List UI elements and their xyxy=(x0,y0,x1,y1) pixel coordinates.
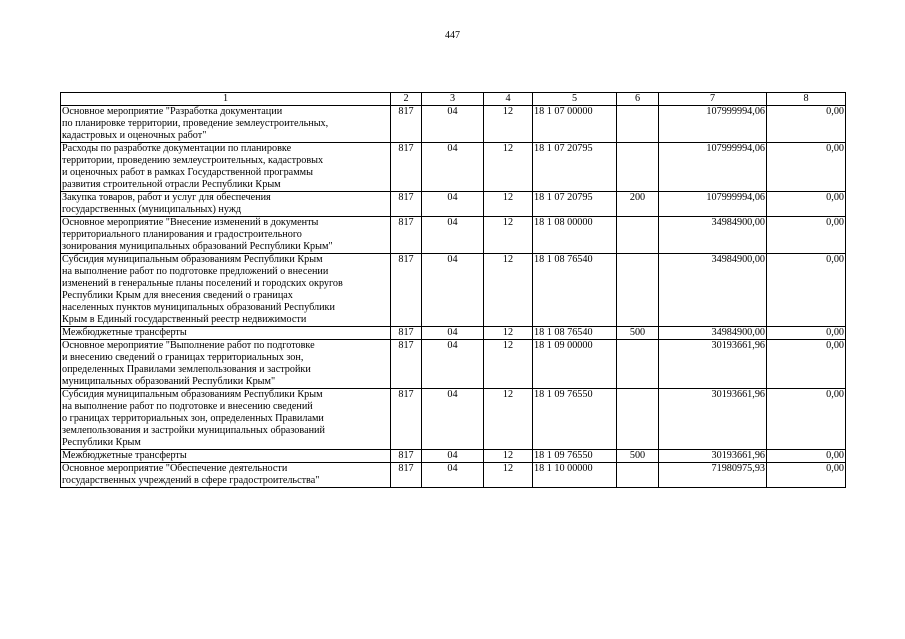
row-target-code: 18 1 07 20795 xyxy=(533,143,617,192)
row-subsection-code: 12 xyxy=(484,143,533,192)
row-amount-2: 0,00 xyxy=(767,106,846,143)
row-amount-2: 0,00 xyxy=(767,450,846,463)
row-section-code: 04 xyxy=(422,340,484,389)
row-section-code: 04 xyxy=(422,463,484,488)
row-name: Субсидия муниципальным образованиям Республики Крым на выполнение работ по подготовке предложений о внесении изменений в генеральные планы поселений и городских округов Республики Крым для внесения сведений о границах населенных пунктов муниципальных образований Республики Крым в Единый государственный реестр недвижимости xyxy=(61,254,391,327)
row-amount: 107999994,06 xyxy=(659,192,767,217)
row-name: Основное мероприятие "Выполнение работ по подготовке и внесению сведений о границах территориальных зон, определенных Правилами землепользования и застройки муниципальных образований Республики Крым" xyxy=(61,340,391,389)
header-col-7: 7 xyxy=(659,93,767,106)
row-amount-2: 0,00 xyxy=(767,389,846,450)
table-row xyxy=(61,389,846,450)
header-col-8: 8 xyxy=(767,93,846,106)
row-amount: 34984900,00 xyxy=(659,327,767,340)
row-subsection-code: 12 xyxy=(484,340,533,389)
row-expense-type xyxy=(617,217,659,254)
row-target-code: 18 1 09 76550 xyxy=(533,389,617,450)
row-name: Межбюджетные трансферты xyxy=(61,327,391,340)
row-expense-type xyxy=(617,389,659,450)
row-expense-type xyxy=(617,106,659,143)
table-row xyxy=(61,340,846,389)
row-ministry-code: 817 xyxy=(391,340,422,389)
row-amount: 107999994,06 xyxy=(659,143,767,192)
row-section-code: 04 xyxy=(422,192,484,217)
row-subsection-code: 12 xyxy=(484,463,533,488)
row-amount-2: 0,00 xyxy=(767,327,846,340)
row-ministry-code: 817 xyxy=(391,450,422,463)
table-row xyxy=(61,192,846,217)
row-subsection-code: 12 xyxy=(484,217,533,254)
row-section-code: 04 xyxy=(422,217,484,254)
header-col-3: 3 xyxy=(422,93,484,106)
row-amount: 107999994,06 xyxy=(659,106,767,143)
row-target-code: 18 1 08 76540 xyxy=(533,254,617,327)
row-subsection-code: 12 xyxy=(484,106,533,143)
row-name: Основное мероприятие "Внесение изменений в документы территориального планирования и градостроительного зонирования муниципальных образований Республики Крым" xyxy=(61,217,391,254)
row-amount: 30193661,96 xyxy=(659,389,767,450)
row-ministry-code: 817 xyxy=(391,463,422,488)
row-name: Расходы по разработке документации по планировке территории, проведению землеустроительных, кадастровых и оценочных работ в рамках Государственной программы развития строительной отрасли Республики Крым xyxy=(61,143,391,192)
row-subsection-code: 12 xyxy=(484,327,533,340)
table-row xyxy=(61,217,846,254)
row-expense-type xyxy=(617,463,659,488)
row-name: Основное мероприятие "Разработка документации по планировке территории, проведение землеустроительных, кадастровых и оценочных работ" xyxy=(61,106,391,143)
row-expense-type: 200 xyxy=(617,192,659,217)
row-section-code: 04 xyxy=(422,389,484,450)
row-section-code: 04 xyxy=(422,143,484,192)
row-target-code: 18 1 09 76550 xyxy=(533,450,617,463)
row-target-code: 18 1 07 00000 xyxy=(533,106,617,143)
table-row xyxy=(61,463,846,488)
row-amount: 34984900,00 xyxy=(659,254,767,327)
header-col-4: 4 xyxy=(484,93,533,106)
row-amount: 71980975,93 xyxy=(659,463,767,488)
row-subsection-code: 12 xyxy=(484,389,533,450)
table-header-row xyxy=(61,93,846,106)
row-amount-2: 0,00 xyxy=(767,143,846,192)
row-subsection-code: 12 xyxy=(484,192,533,217)
row-ministry-code: 817 xyxy=(391,143,422,192)
table-row xyxy=(61,327,846,340)
budget-table xyxy=(60,92,846,488)
row-expense-type xyxy=(617,254,659,327)
row-amount-2: 0,00 xyxy=(767,340,846,389)
row-target-code: 18 1 07 20795 xyxy=(533,192,617,217)
row-amount: 34984900,00 xyxy=(659,217,767,254)
row-name: Основное мероприятие "Обеспечение деятельности государственных учреждений в сфере градостроительства" xyxy=(61,463,391,488)
row-expense-type: 500 xyxy=(617,450,659,463)
table-row xyxy=(61,143,846,192)
row-ministry-code: 817 xyxy=(391,192,422,217)
header-col-1: 1 xyxy=(61,93,391,106)
row-subsection-code: 12 xyxy=(484,254,533,327)
row-target-code: 18 1 08 76540 xyxy=(533,327,617,340)
table-row xyxy=(61,254,846,327)
row-expense-type xyxy=(617,143,659,192)
row-expense-type: 500 xyxy=(617,327,659,340)
row-section-code: 04 xyxy=(422,450,484,463)
row-ministry-code: 817 xyxy=(391,217,422,254)
row-subsection-code: 12 xyxy=(484,450,533,463)
row-target-code: 18 1 09 00000 xyxy=(533,340,617,389)
header-col-5: 5 xyxy=(533,93,617,106)
row-ministry-code: 817 xyxy=(391,254,422,327)
row-ministry-code: 817 xyxy=(391,106,422,143)
row-amount: 30193661,96 xyxy=(659,450,767,463)
row-expense-type xyxy=(617,340,659,389)
row-section-code: 04 xyxy=(422,106,484,143)
header-col-6: 6 xyxy=(617,93,659,106)
row-target-code: 18 1 10 00000 xyxy=(533,463,617,488)
row-ministry-code: 817 xyxy=(391,389,422,450)
table-row xyxy=(61,450,846,463)
row-section-code: 04 xyxy=(422,327,484,340)
table-row xyxy=(61,106,846,143)
row-target-code: 18 1 08 00000 xyxy=(533,217,617,254)
page-number: 447 xyxy=(445,30,460,41)
row-ministry-code: 817 xyxy=(391,327,422,340)
row-amount-2: 0,00 xyxy=(767,463,846,488)
row-name: Закупка товаров, работ и услуг для обеспечения государственных (муниципальных) нужд xyxy=(61,192,391,217)
row-name: Субсидия муниципальным образованиям Республики Крым на выполнение работ по подготовке и внесению сведений о границах территориальных зон, определенных Правилами землепользования и застройки муниципальных образований Республики Крым xyxy=(61,389,391,450)
row-amount-2: 0,00 xyxy=(767,192,846,217)
row-amount-2: 0,00 xyxy=(767,217,846,254)
row-amount: 30193661,96 xyxy=(659,340,767,389)
row-name: Межбюджетные трансферты xyxy=(61,450,391,463)
row-amount-2: 0,00 xyxy=(767,254,846,327)
header-col-2: 2 xyxy=(391,93,422,106)
row-section-code: 04 xyxy=(422,254,484,327)
